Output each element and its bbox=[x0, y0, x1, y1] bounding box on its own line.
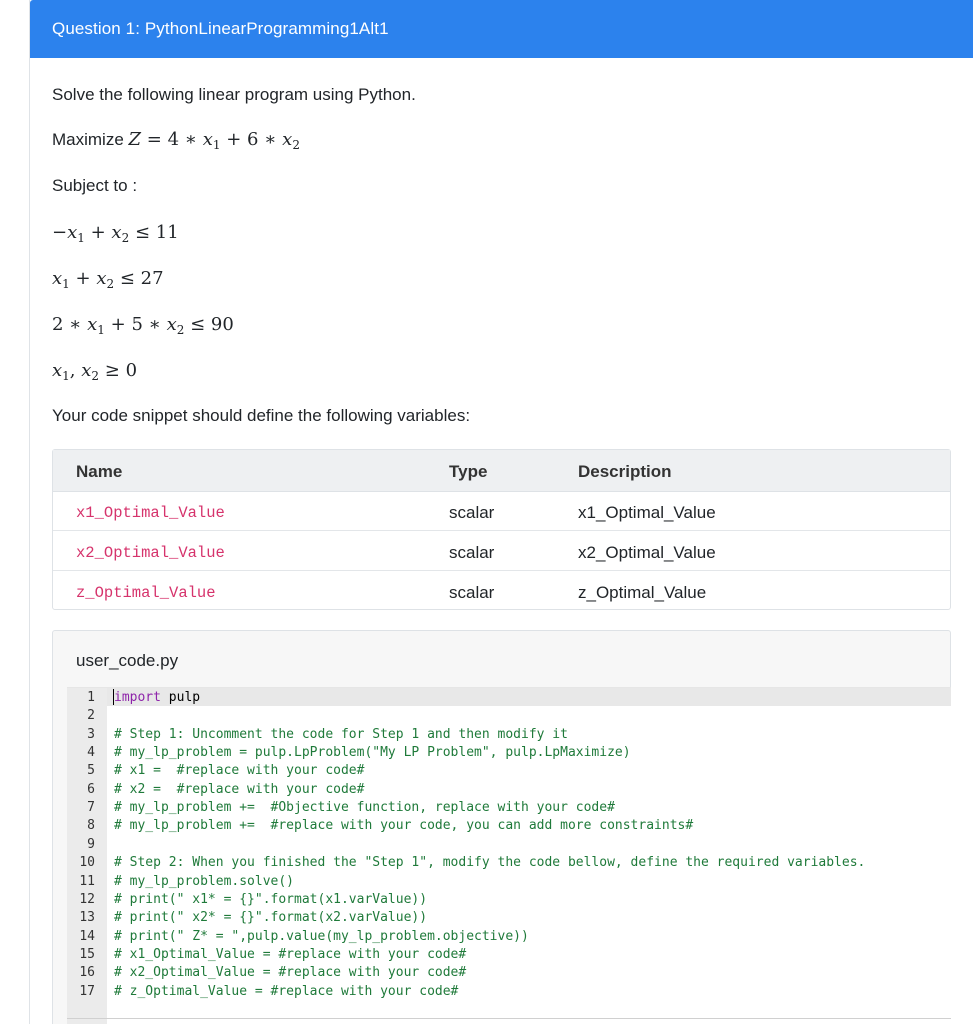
line-number: 17 bbox=[79, 983, 95, 999]
variable-description: x2_Optimal_Value bbox=[578, 543, 716, 562]
code-line-text: # my_lp_problem = pulp.LpProblem("My LP Problem", pulp.LpMaximize) bbox=[114, 745, 631, 761]
line-number: 14 bbox=[79, 928, 95, 944]
active-line-highlight bbox=[107, 688, 951, 706]
code-line-text: # print(" x2* = {}".format(x2.varValue)) bbox=[114, 910, 428, 926]
question-header bbox=[30, 0, 973, 58]
line-number: 13 bbox=[79, 910, 95, 926]
header-type: Type bbox=[449, 462, 488, 481]
line-number: 6 bbox=[87, 781, 95, 797]
constraint-1: $-x_1 + x_2 \le 11$ bbox=[52, 222, 179, 245]
line-number: 2 bbox=[87, 708, 95, 724]
code-line-text: # print(" Z* = ",pulp.value(my_lp_problem.objective)) bbox=[114, 928, 529, 944]
variable-type: scalar bbox=[449, 543, 495, 562]
text-cursor bbox=[113, 689, 114, 705]
code-line-text: # z_Optimal_Value = #replace with your code# bbox=[114, 983, 459, 999]
code-keyword: import bbox=[114, 690, 161, 705]
editor-filename: user_code.py bbox=[76, 651, 179, 670]
code-editor-panel bbox=[52, 630, 951, 1024]
constraint-nonneg: $x_1$, $x_2 \ge 0$ bbox=[52, 360, 138, 383]
code-line-text: # x1 = #replace with your code# bbox=[114, 763, 365, 779]
editor-bottom-border bbox=[67, 1018, 951, 1019]
code-line-text: # x1_Optimal_Value = #replace with your code# bbox=[114, 946, 467, 962]
line-number: 1 bbox=[87, 690, 95, 705]
problem-intro: Solve the following linear program using Python. bbox=[52, 85, 416, 104]
line-number: 8 bbox=[87, 818, 95, 834]
variable-name: z_Optimal_Value bbox=[76, 584, 216, 602]
variable-description: x1_Optimal_Value bbox=[578, 503, 716, 522]
table-row bbox=[53, 571, 950, 610]
line-number: 4 bbox=[87, 745, 95, 761]
objective-prefix: Maximize bbox=[52, 130, 124, 149]
variable-name: x2_Optimal_Value bbox=[76, 544, 225, 562]
line-number: 12 bbox=[79, 891, 95, 907]
table-header bbox=[53, 450, 950, 492]
code-plain-text: pulp bbox=[160, 690, 201, 705]
header-name: Name bbox=[76, 462, 123, 481]
code-line-text: # print(" x1* = {}".format(x1.varValue)) bbox=[114, 891, 428, 907]
code-line-text: # Step 2: When you finished the "Step 1", modify the code bellow, define the required variables. bbox=[114, 855, 866, 871]
variables-intro: Your code snippet should define the following variables: bbox=[52, 406, 471, 425]
variables-table bbox=[52, 449, 951, 610]
code-editor[interactable] bbox=[67, 687, 951, 1024]
code-line-text bbox=[114, 689, 200, 707]
variable-name: x1_Optimal_Value bbox=[76, 504, 225, 522]
code-line-text: # my_lp_problem += #replace with your code, you can add more constraints# bbox=[114, 818, 694, 834]
question-title: Question 1: PythonLinearProgramming1Alt1 bbox=[52, 19, 389, 38]
variable-type: scalar bbox=[449, 583, 495, 602]
code-line-text: # x2 = #replace with your code# bbox=[114, 781, 365, 797]
line-number: 3 bbox=[87, 726, 95, 742]
line-number: 15 bbox=[79, 946, 95, 962]
code-line-text: # Step 1: Uncomment the code for Step 1 and then modify it bbox=[114, 726, 568, 742]
code-line-text: # my_lp_problem += #Objective function, replace with your code# bbox=[114, 800, 615, 816]
code-line-text: # my_lp_problem.solve() bbox=[114, 873, 295, 889]
objective-line bbox=[52, 129, 300, 150]
line-number: 11 bbox=[79, 873, 95, 889]
constraint-3: 2 ∗ $x_1 + 5$ ∗ $x_2 \le 90$ bbox=[52, 314, 234, 337]
table-row bbox=[53, 531, 950, 571]
subject-to-label: Subject to : bbox=[52, 176, 138, 195]
question-card bbox=[29, 0, 973, 1024]
line-number: 10 bbox=[79, 855, 95, 871]
line-number: 9 bbox=[87, 836, 95, 852]
line-number: 16 bbox=[79, 965, 95, 981]
code-line-text: # x2_Optimal_Value = #replace with your code# bbox=[114, 965, 467, 981]
table-row bbox=[53, 491, 950, 531]
objective-expression: Z = 4 ∗ $x_1 + 6$ ∗ $x_2$ bbox=[128, 129, 300, 152]
line-number: 7 bbox=[87, 800, 95, 816]
constraint-2: $x_1 + x_2 \le 27$ bbox=[52, 268, 164, 291]
line-number: 5 bbox=[87, 763, 95, 779]
variable-type: scalar bbox=[449, 503, 495, 522]
variable-description: z_Optimal_Value bbox=[578, 583, 707, 602]
header-description: Description bbox=[578, 462, 672, 481]
